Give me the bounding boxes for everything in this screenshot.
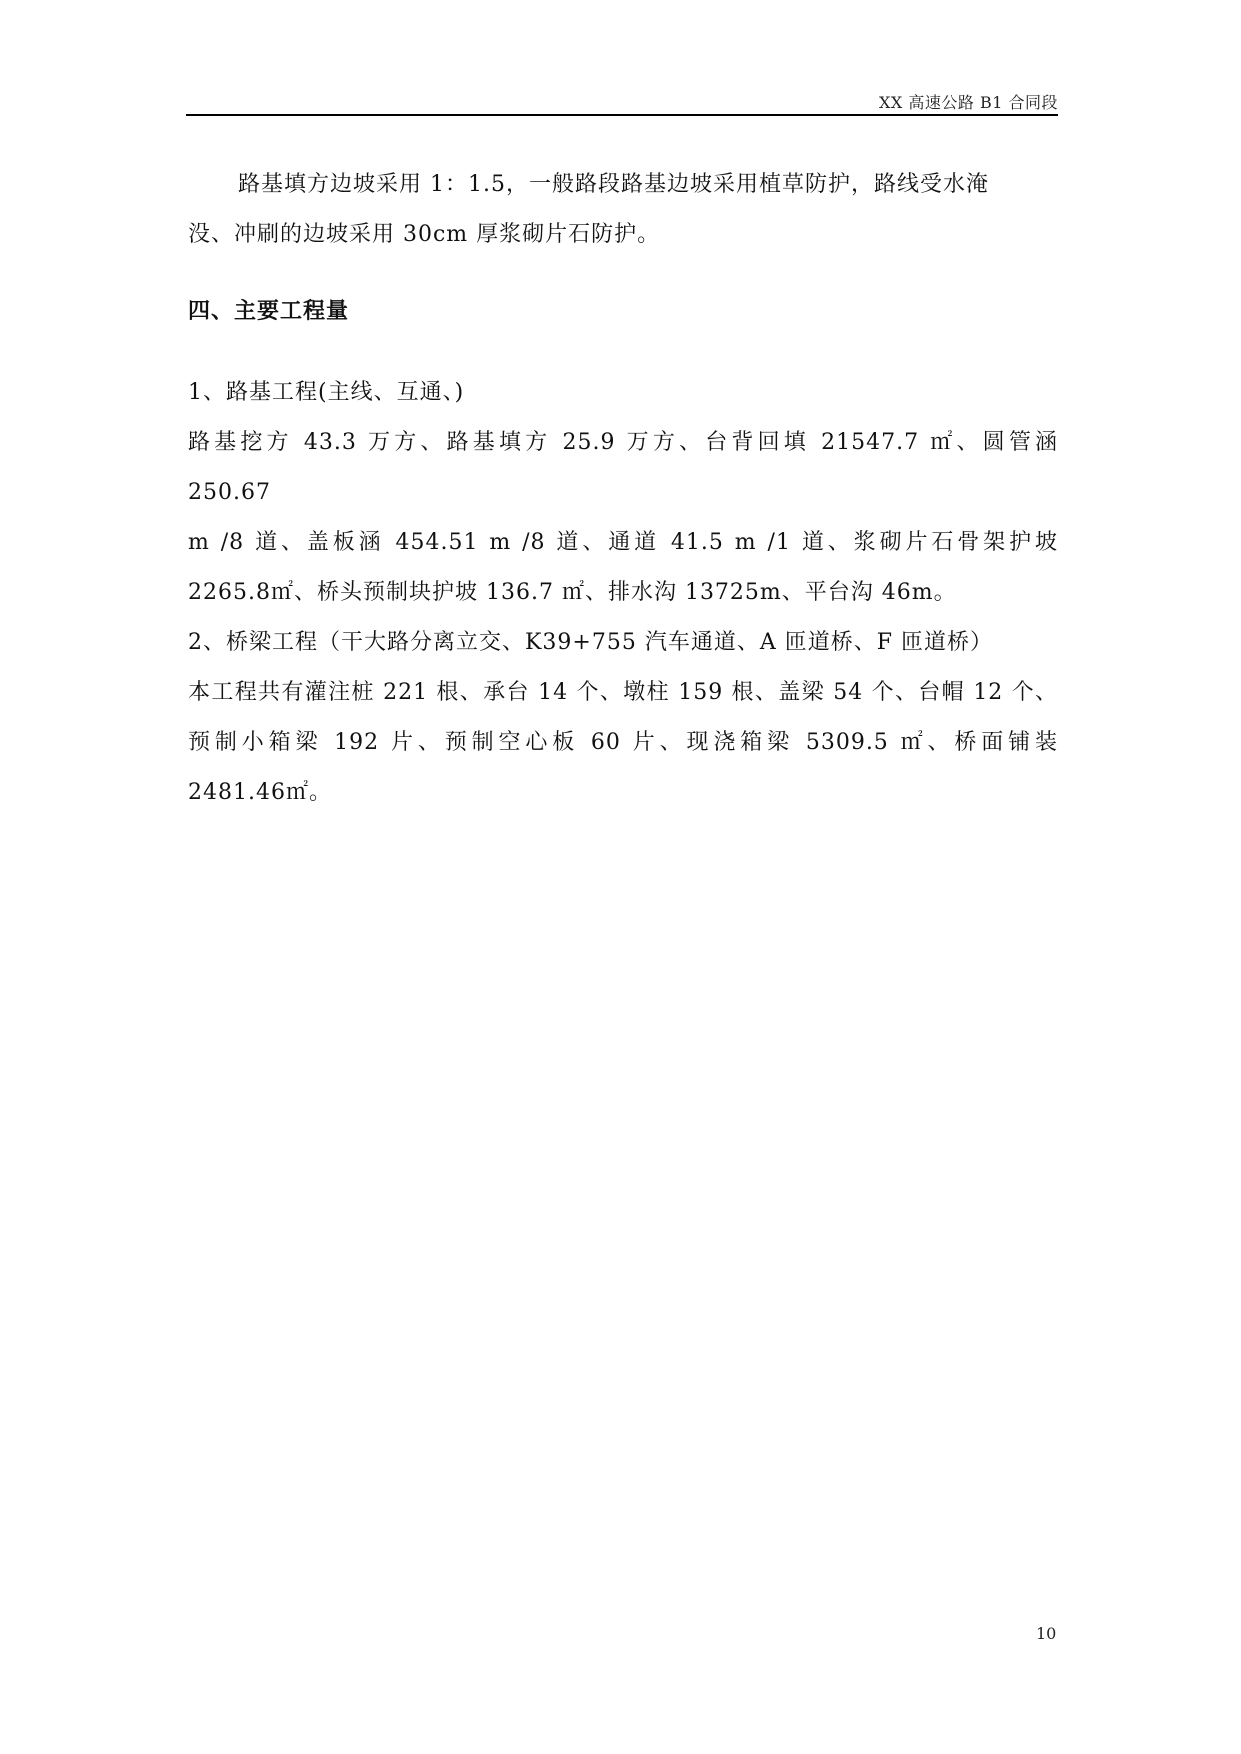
bridge-line-1: 本工程共有灌注桩 221 根、承台 14 个、墩柱 159 根、盖梁 54 个、台帽 12 个、	[188, 680, 1058, 705]
page-header	[186, 86, 1058, 116]
item-title-bridge: 2、桥梁工程（干大路分离立交、K39+755 汽车通道、A 匝道桥、F 匝道桥）	[188, 630, 993, 655]
section-heading: 四、主要工程量	[188, 299, 350, 324]
roadbed-line-2: m /8 道、盖板涵 454.51 m /8 道、通道 41.5 m /1 道、浆砌片石骨架护坡	[188, 530, 1058, 555]
item-title-roadbed: 1、路基工程(主线、互通、)	[188, 380, 465, 405]
page-number: 10	[1036, 1624, 1057, 1643]
intro-line-1: 路基填方边坡采用 1：1.5，一般路段路基边坡采用植草防护，路线受水淹	[238, 172, 989, 197]
roadbed-line-1: 路基挖方 43.3 万方、路基填方 25.9 万方、台背回填 21547.7 ㎡、圆管涵 250.67	[188, 430, 1058, 505]
page-content	[188, 160, 1058, 818]
roadbed-line-3: 2265.8㎡、桥头预制块护坡 136.7 ㎡、排水沟 13725m、平台沟 46m。	[188, 580, 957, 605]
bridge-line-3: 2481.46㎡。	[188, 780, 332, 805]
bridge-line-2: 预制小箱梁 192 片、预制空心板 60 片、现浇箱梁 5309.5 ㎡、桥面铺装	[188, 730, 1058, 755]
header-title: XX 高速公路 B1 合同段	[879, 93, 1058, 112]
intro-line-2: 没、冲刷的边坡采用 30cm 厚浆砌片石防护。	[188, 222, 661, 247]
